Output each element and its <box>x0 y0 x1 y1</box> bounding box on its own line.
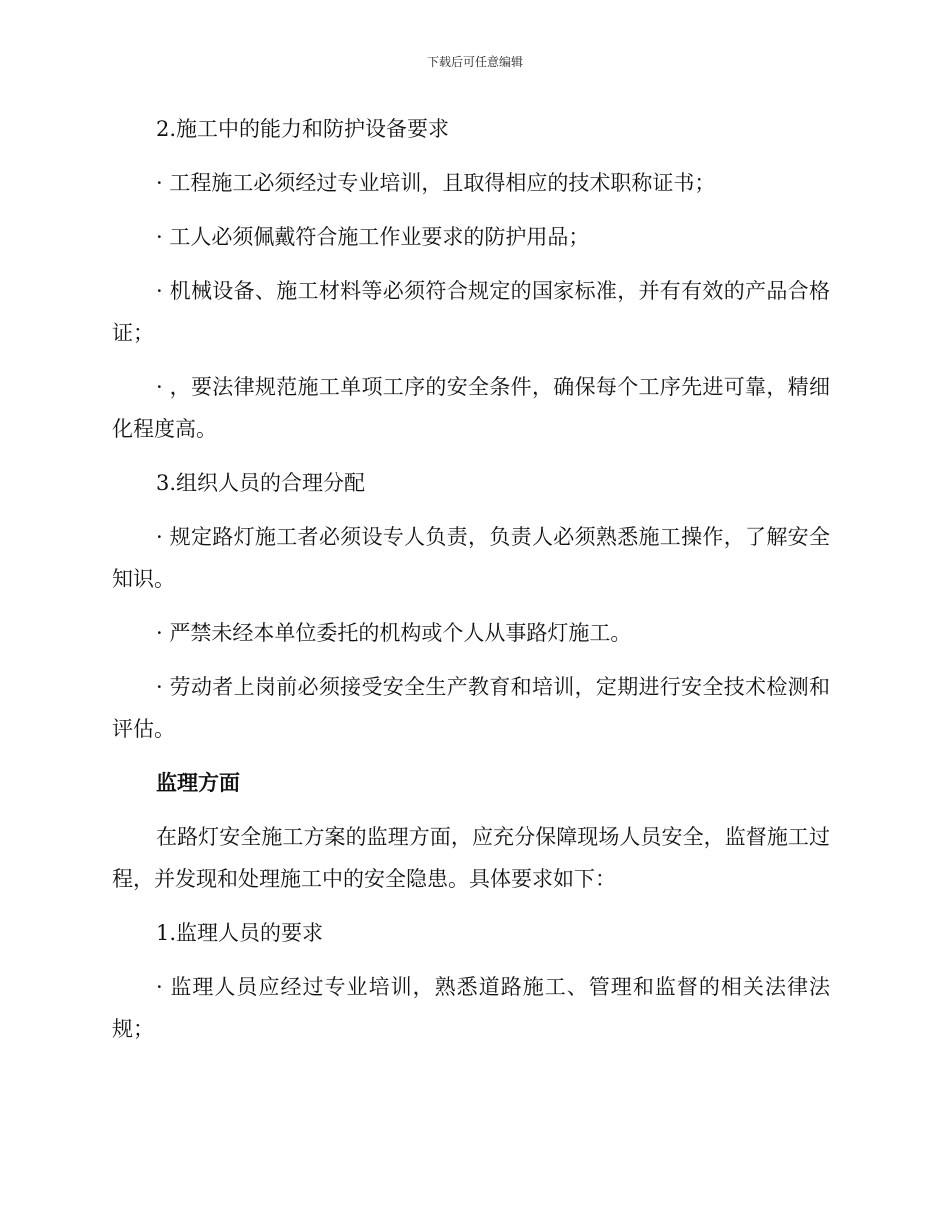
page-header: 下载后可任意编辑 <box>426 55 523 69</box>
bullet-training-certificate: · 工程施工必须经过专业培训，且取得相应的技术职称证书； <box>156 171 716 195</box>
subheading-staff-allocation: 3.组织人员的合理分配 <box>156 471 366 495</box>
bullet-process-safety: · ，要法律规范施工单项工序的安全条件，确保每个工序先进可靠，精细化程度高。 <box>112 375 830 441</box>
document-body <box>112 108 830 1062</box>
bullet-worker-training: · 劳动者上岗前必须接受安全生产教育和培训，定期进行安全技术检测和评估。 <box>112 675 830 741</box>
bullet-equipment-standards: · 机械设备、施工材料等必须符合规定的国家标准，并有有效的产品合格证； <box>112 279 830 345</box>
bullet-protective-gear: · 工人必须佩戴符合施工作业要求的防护用品； <box>156 225 590 249</box>
bullet-responsible-person: · 规定路灯施工者必须设专人负责，负责人必须熟悉施工操作，了解安全知识。 <box>112 525 830 591</box>
supervision-intro: 在路灯安全施工方案的监理方面，应充分保障现场人员安全，监督施工过程，并发现和处理施工中的安全隐患。具体要求如下： <box>112 825 830 891</box>
subheading-supervisor-requirements: 1.监理人员的要求 <box>156 921 324 945</box>
bullet-supervisor-training: · 监理人员应经过专业培训，熟悉道路施工、管理和监督的相关法律法规； <box>112 975 830 1041</box>
subheading-protection-requirements: 2.施工中的能力和防护设备要求 <box>156 117 450 141</box>
bullet-unauthorized-prohibited: · 严禁未经本单位委托的机构或个人从事路灯施工。 <box>156 621 632 645</box>
section-heading-supervision: 监理方面 <box>156 770 240 795</box>
